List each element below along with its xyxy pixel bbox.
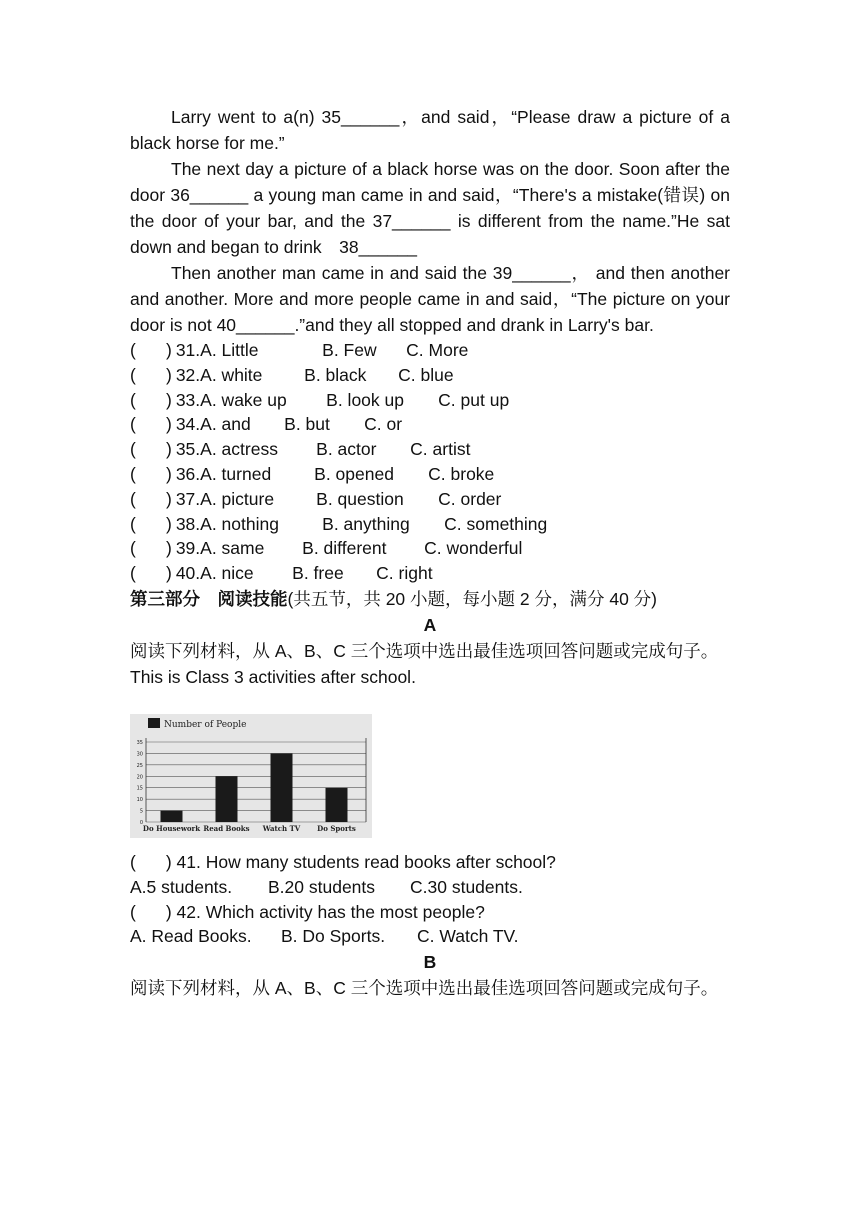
x-tick-label: Do Sports xyxy=(317,823,356,833)
y-tick-label: 10 xyxy=(136,797,143,804)
cloze-question-35 xyxy=(130,437,730,462)
option-c: C. More xyxy=(406,340,469,360)
question-42-paren: ( xyxy=(130,901,136,922)
bar-read-books xyxy=(216,776,238,822)
passage-paragraph-2: The next day a picture of a black horse was on the door. Soon after the door 36______ a young man came in and said，“There's a mistake(错误) on the door of your bar, and the 37______ is different from the name.”He sat down and began to drink 38______ xyxy=(130,159,730,257)
y-tick-label: 15 xyxy=(136,785,143,792)
option-b: B. anything xyxy=(322,513,410,534)
cloze-question-31 xyxy=(130,338,730,363)
question-number: 32. xyxy=(175,364,201,385)
bar-do-sports xyxy=(326,788,348,822)
question-41 xyxy=(130,850,730,949)
exam-page xyxy=(130,104,730,1001)
option-a: A. turned xyxy=(200,463,272,484)
answer-paren-open: ( xyxy=(130,340,136,360)
answer-paren-open: ( xyxy=(130,513,136,534)
option-c: C. wonderful xyxy=(424,538,523,559)
answer-paren-close: ) xyxy=(166,488,172,509)
answer-paren-close: ) xyxy=(166,439,172,460)
option-c: C. blue xyxy=(398,364,454,385)
question-41-option-b: B.20 students xyxy=(268,876,376,897)
option-a: A. wake up xyxy=(200,389,287,410)
option-a: A. picture xyxy=(200,488,275,509)
question-42-text: ) 42. Which activity has the most people? xyxy=(165,901,485,922)
question-41-option-a: A.5 students. xyxy=(130,876,233,897)
bar-watch-tv xyxy=(271,753,293,822)
question-42-option-c: C. Watch TV. xyxy=(417,926,519,947)
option-b: B. look up xyxy=(326,389,404,410)
question-number: 35. xyxy=(175,439,201,460)
section-3-heading xyxy=(130,586,730,612)
option-b: B. actor xyxy=(316,439,377,460)
cloze-question-40 xyxy=(130,561,730,586)
cloze-question-38 xyxy=(130,512,730,537)
question-number: 38. xyxy=(175,513,201,534)
answer-paren-open: ( xyxy=(130,488,136,509)
answer-paren-open: ( xyxy=(130,538,136,559)
y-tick-label: 20 xyxy=(136,774,143,781)
y-tick-label: 5 xyxy=(139,808,143,815)
cloze-question-32 xyxy=(130,363,730,388)
question-number: 33. xyxy=(175,389,201,410)
answer-paren-open: ( xyxy=(130,414,136,435)
option-c: C. right xyxy=(376,563,433,584)
cloze-question-list xyxy=(130,338,730,586)
cloze-question-36 xyxy=(130,462,730,487)
cloze-question-33 xyxy=(130,388,730,413)
question-number: 37. xyxy=(175,488,201,509)
option-a: A. and xyxy=(200,414,251,435)
x-tick-label: Do Housework xyxy=(142,823,201,833)
option-c: C. put up xyxy=(438,389,510,410)
x-tick-label: Watch TV xyxy=(262,823,301,833)
option-b: B. opened xyxy=(314,463,394,484)
option-c: C. order xyxy=(438,488,502,509)
question-number: 34. xyxy=(175,414,201,435)
answer-paren-close: ) xyxy=(166,389,172,410)
option-a: A. nothing xyxy=(200,513,279,534)
option-b: B. free xyxy=(292,563,344,584)
option-c: C. broke xyxy=(428,463,495,484)
cloze-question-37 xyxy=(130,487,730,512)
option-a: A. actress xyxy=(200,439,278,460)
part-b-label: B xyxy=(423,952,437,973)
answer-paren-close: ) xyxy=(166,340,172,360)
y-tick-label: 25 xyxy=(136,762,143,769)
question-42-option-a: A. Read Books. xyxy=(130,926,252,947)
answer-paren-open: ( xyxy=(130,439,136,460)
part-a-label: A xyxy=(423,614,437,635)
option-b: B. but xyxy=(284,414,330,435)
answer-paren-open: ( xyxy=(130,563,136,584)
y-tick-label: 0 xyxy=(139,819,143,826)
question-number: 31. xyxy=(175,340,201,360)
option-b: B. question xyxy=(316,488,404,509)
chart-intro-text: This is Class 3 activities after school. xyxy=(130,666,416,687)
option-c: C. artist xyxy=(410,439,471,460)
bar-do-housework xyxy=(161,811,183,822)
legend-swatch xyxy=(148,718,160,728)
x-tick-label: Read Books xyxy=(203,823,250,833)
legend-label: Number of People xyxy=(164,719,247,730)
y-tick-label: 35 xyxy=(136,739,143,746)
question-number: 36. xyxy=(175,463,201,484)
answer-paren-open: ( xyxy=(130,389,136,410)
option-b: B. Few xyxy=(322,340,377,360)
question-41-text: ) 41. How many students read books after school? xyxy=(165,851,556,872)
option-b: B. black xyxy=(304,364,367,385)
cloze-question-34 xyxy=(130,412,730,437)
answer-paren-close: ) xyxy=(166,513,172,534)
option-a: A. nice xyxy=(200,563,254,584)
answer-paren-close: ) xyxy=(166,414,172,435)
question-number: 40. xyxy=(175,563,201,584)
answer-paren-open: ( xyxy=(130,463,136,484)
passage-paragraph-1: Larry went to a(n) 35______，and said，“Please draw a picture of a black horse for me.” xyxy=(130,107,730,153)
option-b: B. different xyxy=(302,538,387,559)
option-c: C. or xyxy=(364,414,403,435)
answer-paren-close: ) xyxy=(166,538,172,559)
bar-chart-svg xyxy=(130,714,372,838)
answer-paren-close: ) xyxy=(166,463,172,484)
question-41-option-c: C.30 students. xyxy=(410,876,523,897)
answer-paren-close: ) xyxy=(166,563,172,584)
option-a: A. Little xyxy=(200,340,259,360)
y-tick-label: 30 xyxy=(136,751,143,758)
question-41-paren: ( xyxy=(130,851,136,872)
answer-paren-open: ( xyxy=(130,364,136,385)
answer-paren-close: ) xyxy=(166,364,172,385)
part-a-instruction: 阅读下列材料，从 A、B、C 三个选项中选出最佳选项回答问题或完成句子。 xyxy=(130,640,719,661)
passage-paragraph-3: Then another man came in and said the 39______， and then another and another. More and more people came in and said，“The picture on your door is not 40______.”and they all stopped and drank in Larry's bar. xyxy=(130,263,730,335)
question-number: 39. xyxy=(175,538,201,559)
question-42-option-b: B. Do Sports. xyxy=(281,926,386,947)
part-b-instruction: 阅读下列材料，从 A、B、C 三个选项中选出最佳选项回答问题或完成句子。 xyxy=(130,978,719,999)
option-a: A. white xyxy=(200,364,263,385)
bar-chart xyxy=(130,714,372,838)
cloze-question-39 xyxy=(130,536,730,561)
section-3-title: 第三部分 阅读技能 xyxy=(130,588,288,609)
option-a: A. same xyxy=(200,538,265,559)
section-3-note: (共五节，共 20 小题，每小题 2 分，满分 40 分) xyxy=(287,588,657,609)
option-c: C. something xyxy=(444,513,548,534)
